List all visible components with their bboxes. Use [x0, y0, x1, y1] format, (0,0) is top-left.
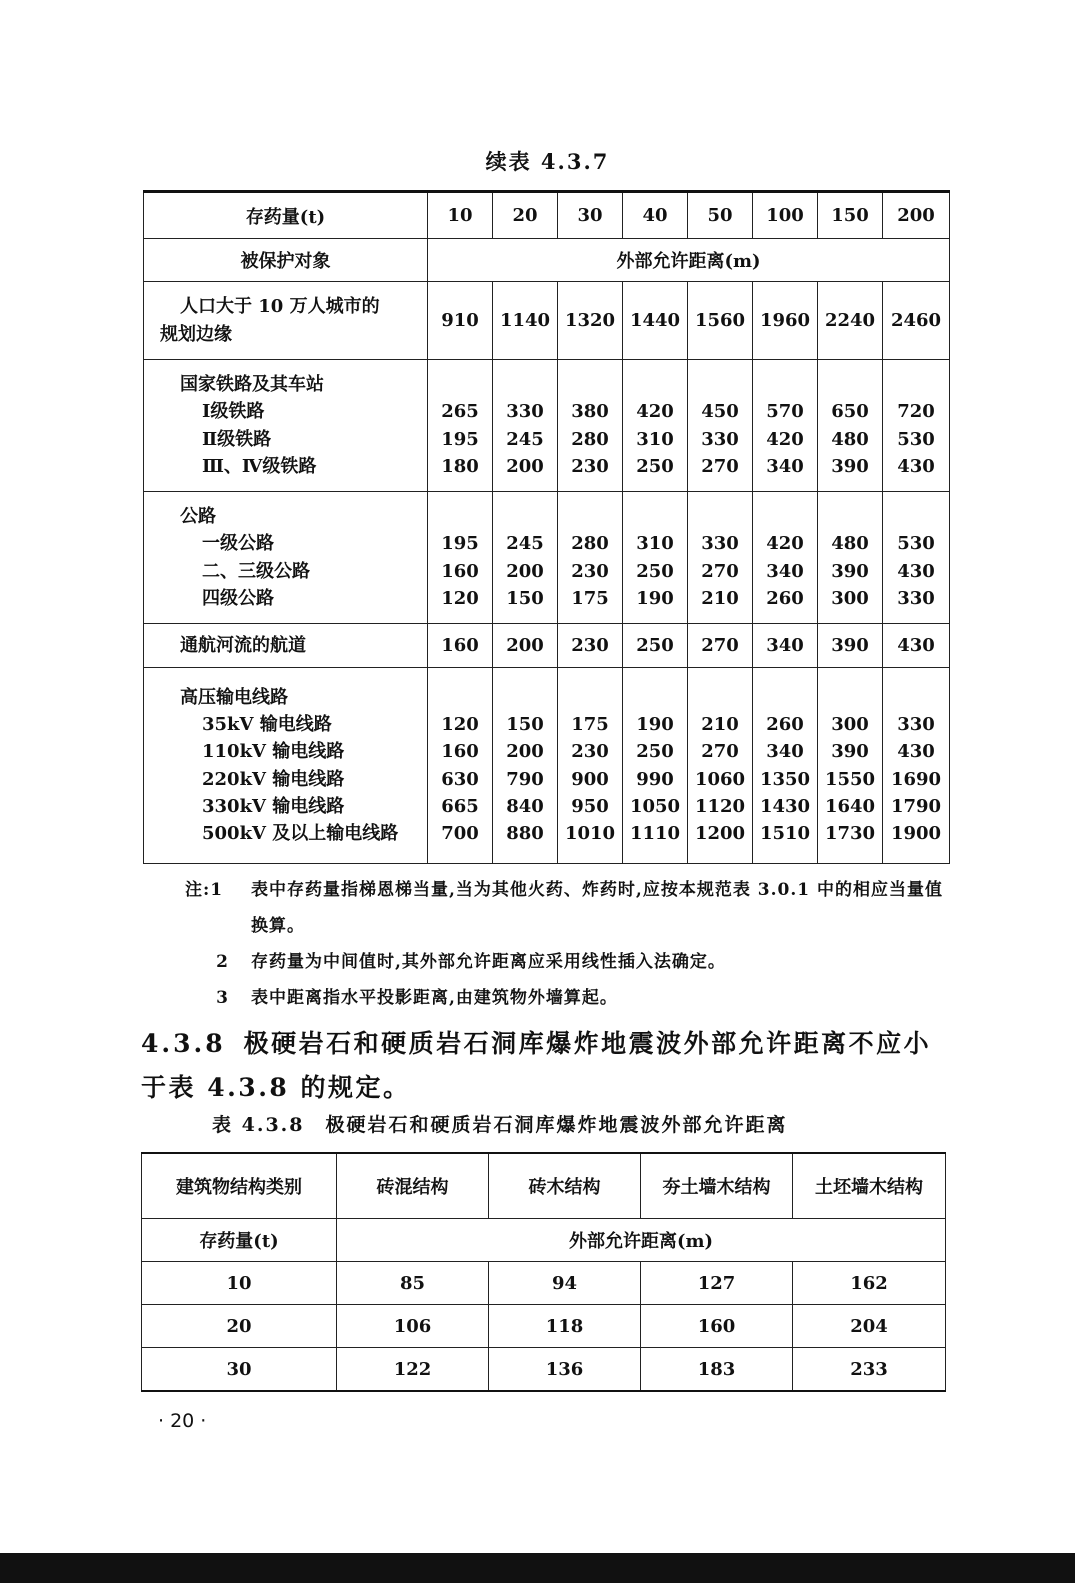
table-row — [144, 360, 950, 492]
group-item: 四级公路 — [202, 587, 274, 609]
value-cell: 530 430 330 — [883, 492, 950, 624]
value-cell: 310 250 190 — [623, 492, 688, 624]
amount-cell: 100 — [753, 192, 818, 239]
distance-header: 外部允许距离(m) — [428, 239, 950, 282]
amount-cell: 40 — [623, 192, 688, 239]
value-cell: 330 245 200 — [493, 360, 558, 492]
scan-edge-bar — [0, 1553, 1075, 1583]
value-cell: 480 390 300 — [818, 492, 883, 624]
group-item: Ⅰ级铁路 — [202, 401, 265, 423]
value-cell: 720 530 430 — [883, 360, 950, 492]
note-item — [185, 944, 945, 980]
amount-cell: 150 — [818, 192, 883, 239]
clause-text: 极硬岩石和硬质岩石洞库爆炸地震波外部允许距离不应小于表 4.3.8 的规定。 — [141, 1029, 932, 1102]
value-cell: 265 195 180 — [428, 360, 493, 492]
table2-caption: 表 4.3.8 极硬岩石和硬质岩石洞库爆炸地震波外部允许距离 — [212, 1114, 788, 1136]
table-row — [144, 492, 950, 624]
value-cell: 270 — [688, 624, 753, 668]
row-label — [144, 492, 428, 624]
table-row — [144, 668, 950, 864]
value-cell: 430 — [883, 624, 950, 668]
value-cell: 233 — [793, 1348, 946, 1392]
note-text: 存药量为中间值时,其外部允许距离应采用线性插入法确定。 — [251, 952, 726, 972]
note-text: 表中距离指水平投影距离,由建筑物外墙算起。 — [251, 988, 618, 1008]
amount-header-cell: 存药量(t) — [142, 1219, 337, 1262]
value-cell: 300 390 1550 1640 1730 — [818, 668, 883, 864]
value-cell: 1140 — [493, 282, 558, 360]
value-cell: 1560 — [688, 282, 753, 360]
value-cell: 85 — [337, 1262, 489, 1305]
value-cell: 120 160 630 665 700 — [428, 668, 493, 864]
table1-distance-header-row — [144, 239, 950, 282]
header-cell: 建筑物结构类别 — [142, 1153, 337, 1219]
group-item: 330kV 输电线路 — [202, 795, 345, 817]
amount-cell: 200 — [883, 192, 950, 239]
table-row — [142, 1348, 946, 1392]
value-cell: 910 — [428, 282, 493, 360]
value-cell: 1320 — [558, 282, 623, 360]
value-cell: 160 — [641, 1305, 793, 1348]
value-cell: 330 270 210 — [688, 492, 753, 624]
seismic-distance-table — [141, 1152, 946, 1392]
value-cell: 175 230 900 950 1010 — [558, 668, 623, 864]
value-cell: 260 340 1350 1430 1510 — [753, 668, 818, 864]
row-label — [144, 668, 428, 864]
group-item: 500kV 及以上输电线路 — [202, 823, 399, 845]
value-cell: 340 — [753, 624, 818, 668]
value-cell: 183 — [641, 1348, 793, 1392]
value-cell: 2460 — [883, 282, 950, 360]
table2-header-row — [142, 1153, 946, 1219]
note-number: 3 — [216, 988, 229, 1008]
value-cell: 2240 — [818, 282, 883, 360]
row-label-line: 规划边缘 — [160, 323, 232, 345]
group-title: 公路 — [180, 505, 216, 527]
value-cell: 136 — [489, 1348, 641, 1392]
group-item: 35kV 输电线路 — [202, 713, 332, 735]
distance-header: 外部允许距离(m) — [337, 1219, 946, 1262]
value-cell: 122 — [337, 1348, 489, 1392]
value-cell: 190 250 990 1050 1110 — [623, 668, 688, 864]
group-item: 110kV 输电线路 — [202, 741, 345, 763]
value-cell: 118 — [489, 1305, 641, 1348]
table-row — [142, 1305, 946, 1348]
note-number: 2 — [216, 952, 229, 972]
value-cell: 210 270 1060 1120 1200 — [688, 668, 753, 864]
header-cell: 夯土墙木结构 — [641, 1153, 793, 1219]
value-cell: 330 430 1690 1790 1900 — [883, 668, 950, 864]
value-cell: 420 340 260 — [753, 492, 818, 624]
row-label: 通航河流的航道 — [144, 624, 428, 668]
table-row — [144, 282, 950, 360]
amount-cell: 30 — [142, 1348, 337, 1392]
value-cell: 106 — [337, 1305, 489, 1348]
table-notes — [185, 872, 945, 1016]
amount-cell: 50 — [688, 192, 753, 239]
table-row — [142, 1262, 946, 1305]
value-cell: 160 — [428, 624, 493, 668]
value-cell: 420 310 250 — [623, 360, 688, 492]
table2-subheader-row — [142, 1219, 946, 1262]
value-cell: 1440 — [623, 282, 688, 360]
value-cell: 570 420 340 — [753, 360, 818, 492]
value-cell: 1960 — [753, 282, 818, 360]
table1-caption: 续表 4.3.7 — [485, 149, 610, 174]
value-cell: 650 480 390 — [818, 360, 883, 492]
value-cell: 380 280 230 — [558, 360, 623, 492]
clause-paragraph — [141, 1022, 946, 1110]
group-item: Ⅲ、Ⅳ级铁路 — [202, 455, 317, 477]
value-cell: 150 200 790 840 880 — [493, 668, 558, 864]
amount-cell: 10 — [428, 192, 493, 239]
protected-object-header: 被保护对象 — [144, 239, 428, 282]
value-cell: 245 200 150 — [493, 492, 558, 624]
value-cell: 162 — [793, 1262, 946, 1305]
table1-amount-header-row — [144, 192, 950, 239]
amount-header-cell: 存药量(t) — [144, 192, 428, 239]
group-title: 国家铁路及其车站 — [180, 373, 324, 395]
value-cell: 195 160 120 — [428, 492, 493, 624]
value-cell: 250 — [623, 624, 688, 668]
note-item — [185, 872, 945, 944]
value-cell: 200 — [493, 624, 558, 668]
header-cell: 土坯墙木结构 — [793, 1153, 946, 1219]
note-number: 注:1 — [185, 880, 224, 900]
value-cell: 230 — [558, 624, 623, 668]
value-cell: 204 — [793, 1305, 946, 1348]
amount-cell: 20 — [142, 1305, 337, 1348]
group-item: 一级公路 — [202, 533, 274, 555]
value-cell: 280 230 175 — [558, 492, 623, 624]
value-cell: 450 330 270 — [688, 360, 753, 492]
group-item: Ⅱ级铁路 — [202, 428, 272, 450]
note-text: 表中存药量指梯恩梯当量,当为其他火药、炸药时,应按本规范表 3.0.1 中的相应当量值换算。 — [251, 880, 943, 936]
table-row — [144, 624, 950, 668]
value-cell: 127 — [641, 1262, 793, 1305]
clause-number: 4.3.8 — [141, 1029, 226, 1058]
page-number: · 20 · — [158, 1410, 207, 1432]
header-cell: 砖木结构 — [489, 1153, 641, 1219]
row-label-line: 人口大于 10 万人城市的 — [180, 296, 380, 318]
row-label — [144, 360, 428, 492]
group-item: 二、三级公路 — [202, 560, 310, 582]
amount-cell: 10 — [142, 1262, 337, 1305]
note-item — [185, 980, 945, 1016]
row-label — [144, 282, 428, 360]
header-cell: 砖混结构 — [337, 1153, 489, 1219]
value-cell: 94 — [489, 1262, 641, 1305]
group-item: 220kV 输电线路 — [202, 768, 345, 790]
value-cell: 390 — [818, 624, 883, 668]
external-distance-table — [143, 190, 950, 864]
amount-cell: 30 — [558, 192, 623, 239]
amount-cell: 20 — [493, 192, 558, 239]
group-title: 高压输电线路 — [180, 686, 288, 708]
